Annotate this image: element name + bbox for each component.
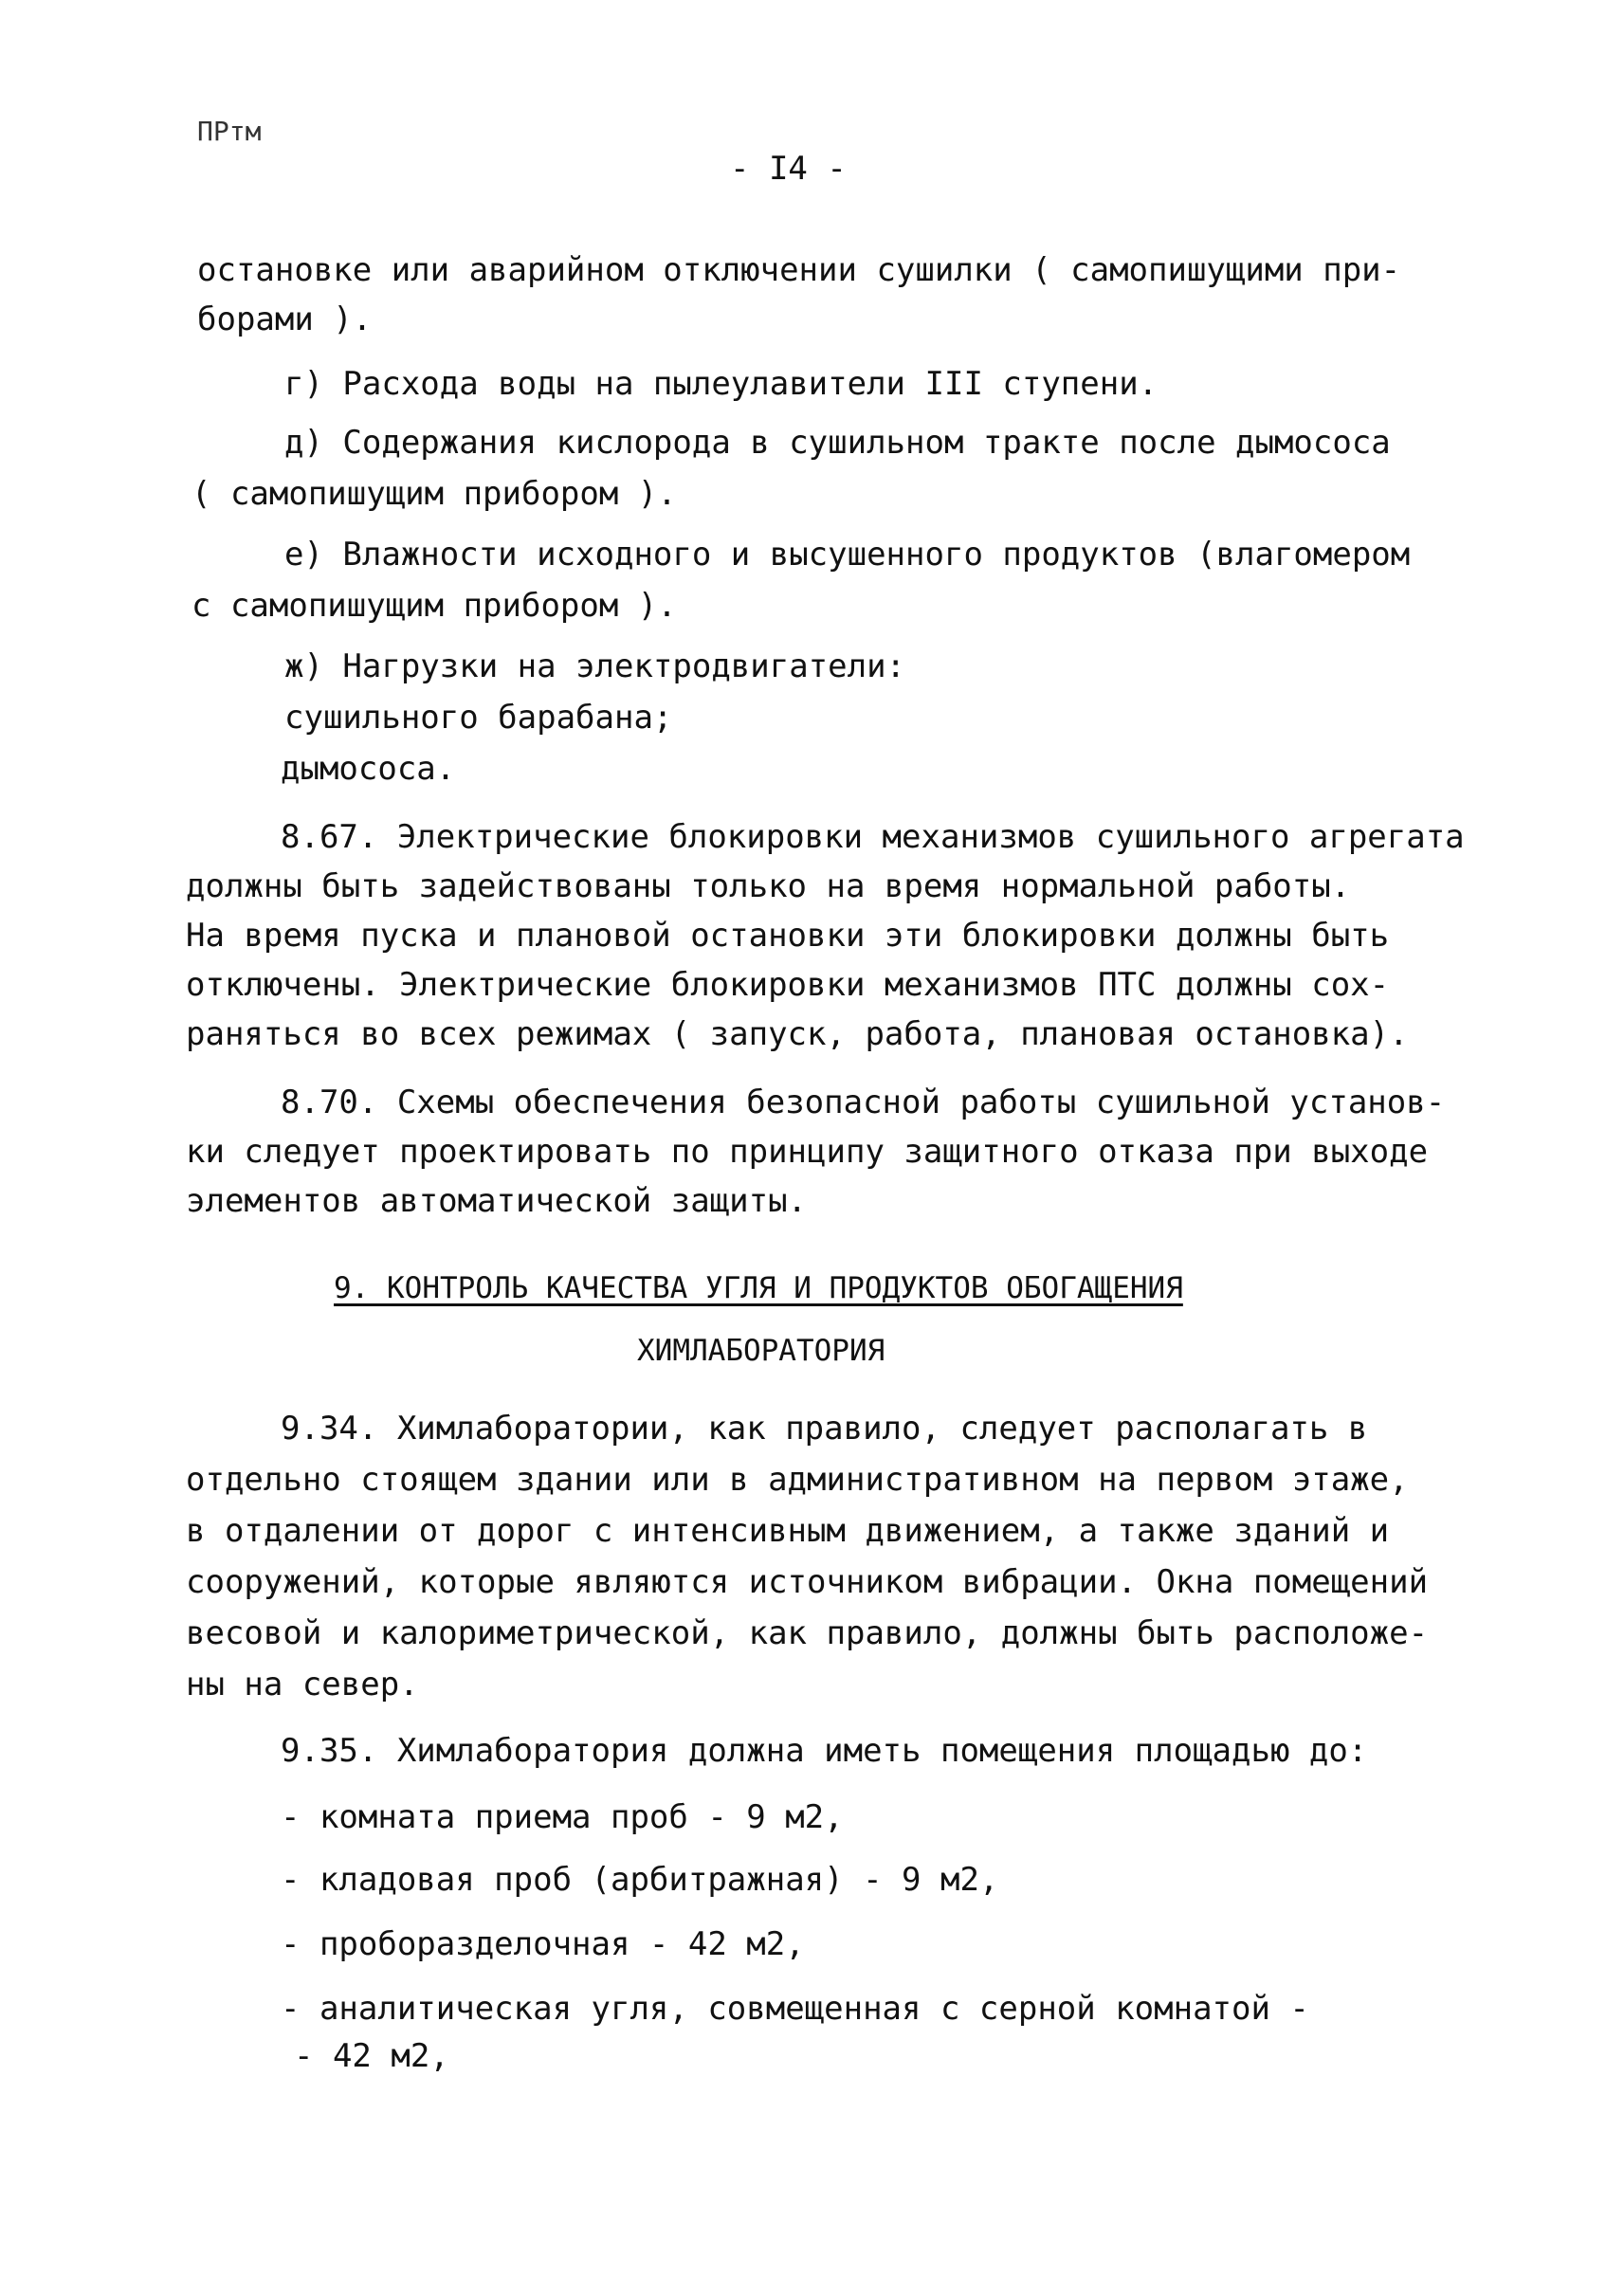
text-line: е) Влажности исходного и высушенного продуктов (влагомером (284, 536, 1411, 574)
list-item: - аналитическая угля, совмещенная с серной комнатой - (281, 1990, 1309, 2028)
text-line: На время пуска и плановой остановки эти блокировки должны быть (186, 917, 1390, 955)
text-line: 8.67. Электрические блокировки механизмов сушильного агрегата (281, 818, 1465, 856)
text-line: сооружений, которые являются источником вибрации. Окна помещений (186, 1563, 1429, 1601)
text-line: в отдалении от дорог с интенсивным движением, а также зданий и (186, 1512, 1390, 1550)
corner-mark: ПРтм (197, 116, 262, 147)
text-line: дымососа. (281, 750, 456, 788)
text-line: г) Расхода воды на пылеулавители III ступени. (284, 365, 1159, 403)
text-line: ( самопишущим прибором ). (192, 475, 677, 513)
section-heading: 9. КОНТРОЛЬ КАЧЕСТВА УГЛЯ И ПРОДУКТОВ ОБОГАЩЕНИЯ (334, 1271, 1183, 1305)
text-line: остановке или аварийном отключении сушилки ( самопишущими при- (197, 251, 1401, 289)
text-line: раняться во всех режимах ( запуск, работа, плановая остановка). (186, 1015, 1409, 1053)
text-line: 9.35. Химлаборатория должна иметь помещения площадью до: (281, 1732, 1368, 1770)
list-item: - комната приема проб - 9 м2, (281, 1798, 844, 1836)
text-line: ж) Нагрузки на электродвигатели: (284, 647, 906, 685)
text-line: отдельно стоящем здании или в административном на первом этаже, (186, 1461, 1409, 1499)
text-line: должны быть задействованы только на время нормальной работы. (186, 867, 1351, 905)
text-line: д) Содержания кислорода в сушильном тракте после дымососа (284, 424, 1391, 462)
list-item: - проборазделочная - 42 м2, (281, 1925, 805, 1963)
text-line: сушильного барабана; (284, 699, 673, 737)
text-line: ки следует проектировать по принципу защитного отказа при выходе (186, 1133, 1429, 1171)
text-line: отключены. Электрические блокировки механизмов ПТС должны сох- (186, 966, 1390, 1004)
page-number: - I4 - (730, 150, 847, 188)
list-item: - 42 м2, (294, 2037, 449, 2075)
subsection-heading: ХИМЛАБОРАТОРИЯ (637, 1334, 885, 1368)
text-line: весовой и калориметрической, как правило, должны быть расположе- (186, 1614, 1429, 1652)
text-line: с самопишущим прибором ). (192, 587, 677, 625)
text-line: элементов автоматической защиты. (186, 1182, 808, 1220)
text-line: ны на север. (186, 1666, 419, 1703)
text-line: 9.34. Химлаборатории, как правило, следует располагать в (281, 1410, 1368, 1448)
text-line: борами ). (197, 301, 373, 338)
text-line: 8.70. Схемы обеспечения безопасной работы сушильной установ- (281, 1084, 1446, 1121)
list-item: - кладовая проб (арбитражная) - 9 м2, (281, 1861, 999, 1899)
